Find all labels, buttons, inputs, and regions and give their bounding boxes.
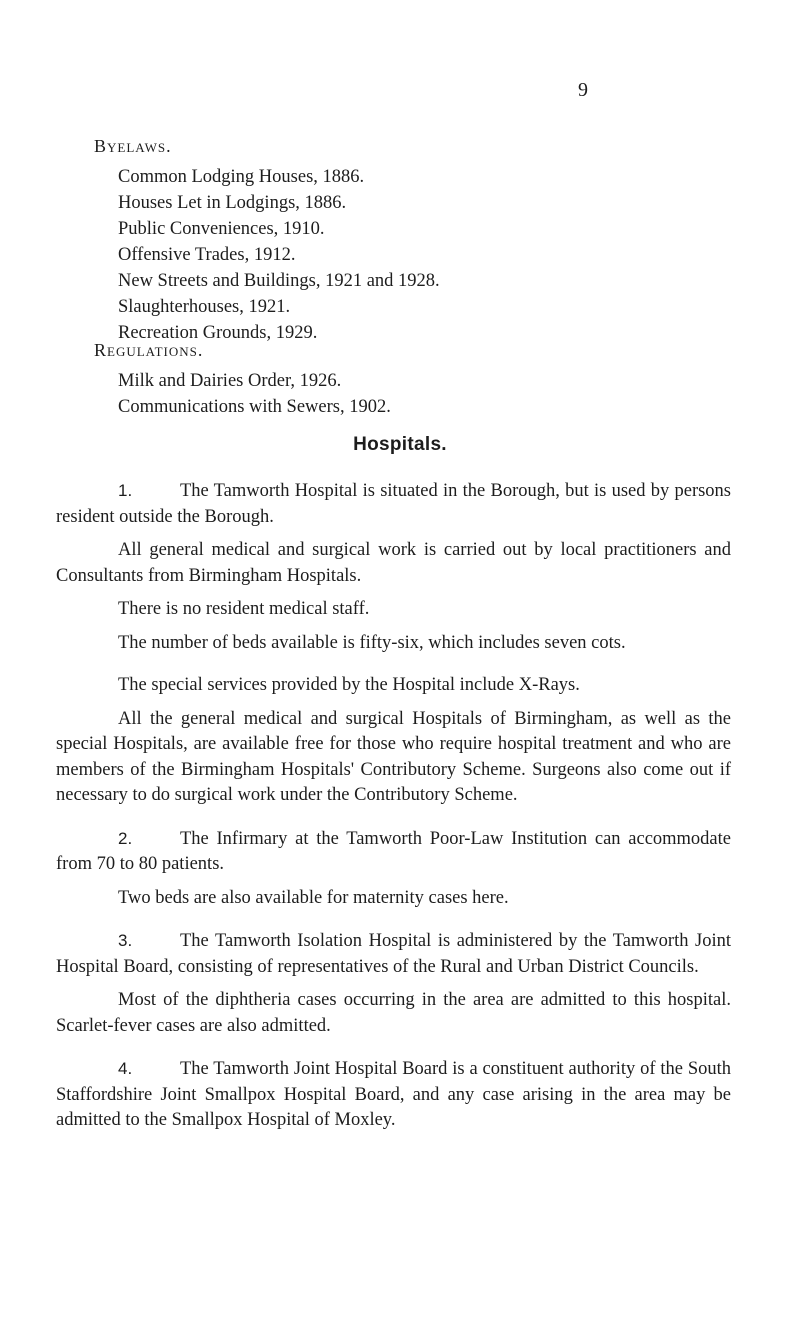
byelaws-heading: Byelaws. xyxy=(94,136,172,156)
hospital-paragraph: The special services provided by the Hospital include X-Rays. xyxy=(118,675,580,695)
regulations-list xyxy=(118,368,391,420)
hospitals-body xyxy=(56,478,731,1134)
list-item: New Streets and Buildings, 1921 and 1928. xyxy=(118,271,440,291)
regulations-heading: Regulations. xyxy=(94,340,204,360)
hospital-paragraph-1: 1. The Tamworth Hospital is situated in the Borough, but is used by persons resident outside the Borough. xyxy=(56,478,731,530)
hospital-paragraph: Two beds are also available for maternity cases here. xyxy=(118,887,509,908)
paragraph-number: 3. xyxy=(118,931,133,950)
list-item: Public Conveniences, 1910. xyxy=(118,219,325,239)
page-number: 9 xyxy=(578,79,588,101)
hospital-paragraph: The number of beds available is fifty-six, which includes seven cots. xyxy=(118,632,626,653)
hospital-paragraph: All general medical and surgical work is carried out by local practitioners and Consultants from Birmingham Hospitals. xyxy=(56,540,731,586)
hospital-paragraph: There is no resident medical staff. xyxy=(118,599,370,619)
list-item: Milk and Dairies Order, 1926. xyxy=(118,371,342,391)
byelaws-list xyxy=(118,164,440,346)
list-item: Recreation Grounds, 1929. xyxy=(118,323,318,343)
hospital-paragraph: Most of the diphtheria cases occurring in the area are admitted to this hospital. Scarlet-fever cases are also admitted. xyxy=(56,990,731,1036)
list-item: Communications with Sewers, 1902. xyxy=(118,397,391,417)
list-item: Common Lodging Houses, 1886. xyxy=(118,167,365,187)
list-item: Offensive Trades, 1912. xyxy=(118,245,296,265)
hospitals-heading: Hospitals. xyxy=(353,434,447,455)
hospital-paragraph-4: 4. The Tamworth Joint Hospital Board is a constituent authority of the South Staffordshire Joint Smallpox Hospital Board, and any case arising in the area may be admitted to the Smallpox Hospital of Moxley. xyxy=(56,1056,731,1134)
list-item: Slaughterhouses, 1921. xyxy=(118,297,291,317)
paragraph-number: 4. xyxy=(118,1059,133,1078)
hospital-paragraph-3: 3. The Tamworth Isolation Hospital is administered by the Tamworth Joint Hospital Board, consisting of representatives of the Rural and Urban District Councils. xyxy=(56,928,731,980)
hospital-paragraph: All the general medical and surgical Hospitals of Birmingham, as well as the special Hospitals, are available free for those who require hospital treatment and who are members of the Birmingham Hospitals' Contributory Scheme. Surgeons also come out if necessary to do surgical work under the Contributory Scheme. xyxy=(56,708,731,805)
paragraph-number: 2. xyxy=(118,828,133,848)
paragraph-number: 1. xyxy=(118,481,133,500)
hospital-paragraph-2: 2. The Infirmary at the Tamworth Poor-Law Institution can accommodate from 70 to 80 patients. xyxy=(56,826,731,878)
list-item: Houses Let in Lodgings, 1886. xyxy=(118,193,347,213)
